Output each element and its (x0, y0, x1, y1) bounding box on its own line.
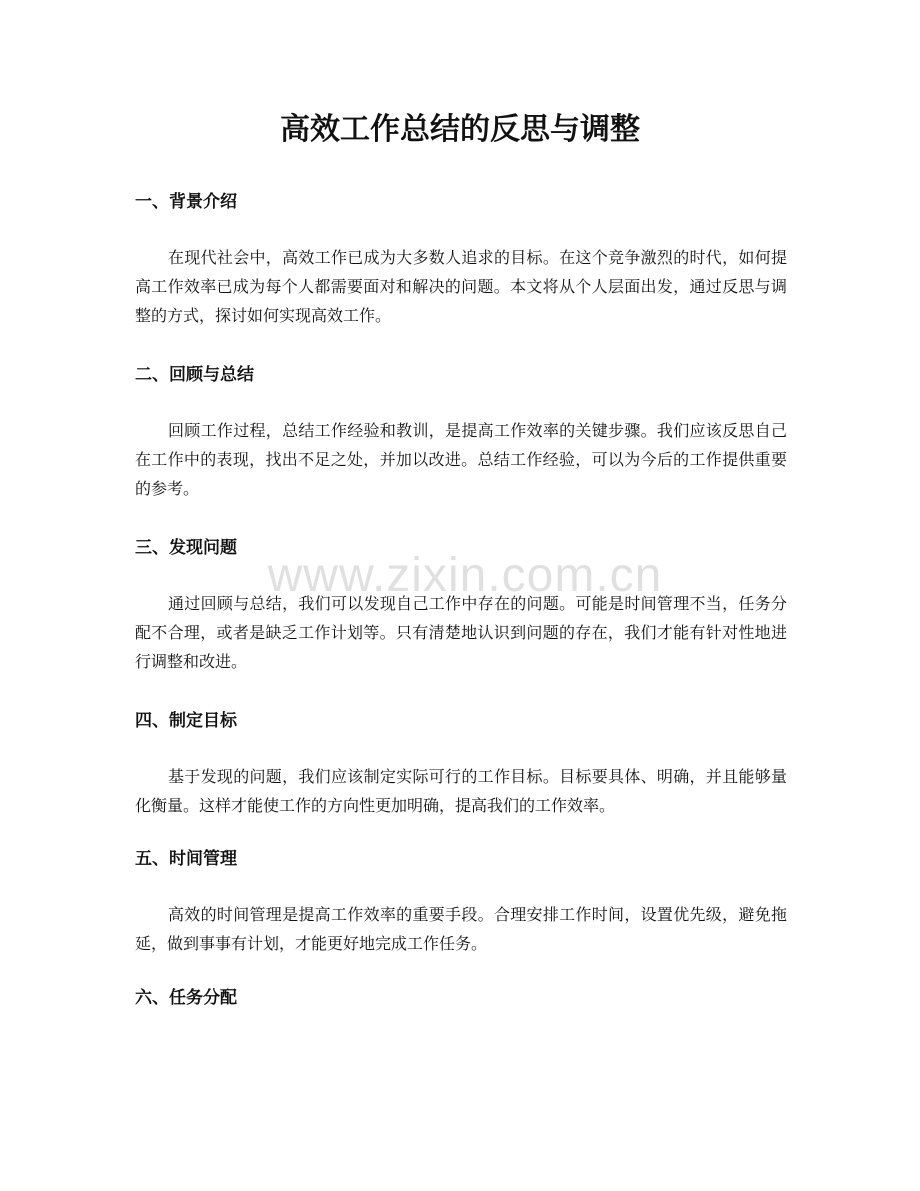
section-review (135, 362, 787, 503)
section-heading: 三、发现问题 (135, 538, 237, 558)
section-task-assignment (135, 985, 787, 1011)
section-paragraph: 回顾工作过程，总结工作经验和教训，是提高工作效率的关键步骤。我们应该反思自己在工作中的表现，找出不足之处，并加以改进。总结工作经验，可以为今后的工作提供重要的参考。 (135, 421, 787, 498)
page-title: 高效工作总结的反思与调整 (280, 112, 640, 147)
section-heading: 四、制定目标 (135, 711, 237, 731)
watermark: www.zixin.com.cn (267, 549, 663, 602)
section-heading: 二、回顾与总结 (135, 365, 254, 385)
section-time-management (135, 846, 787, 958)
section-paragraph: 高效的时间管理是提高工作效率的重要手段。合理安排工作时间，设置优先级，避免拖延，做到事事有计划，才能更好地完成工作任务。 (135, 905, 787, 953)
section-heading: 一、背景介绍 (135, 192, 237, 212)
section-paragraph: 通过回顾与总结，我们可以发现自己工作中存在的问题。可能是时间管理不当，任务分配不合理，或者是缺乏工作计划等。只有清楚地认识到问题的存在，我们才能有针对性地进行调整和改进。 (135, 594, 787, 671)
section-background (135, 189, 787, 330)
section-find-problems (135, 535, 787, 676)
section-heading: 六、任务分配 (135, 988, 237, 1008)
section-paragraph: 在现代社会中，高效工作已成为大多数人追求的目标。在这个竞争激烈的时代，如何提高工作效率已成为每个人都需要面对和解决的问题。本文将从个人层面出发，通过反思与调整的方式，探讨如何实现高效工作。 (135, 248, 787, 325)
section-set-goals (135, 708, 787, 820)
section-paragraph: 基于发现的问题，我们应该制定实际可行的工作目标。目标要具体、明确，并且能够量化衡量。这样才能使工作的方向性更加明确，提高我们的工作效率。 (135, 767, 787, 815)
section-heading: 五、时间管理 (135, 849, 237, 869)
